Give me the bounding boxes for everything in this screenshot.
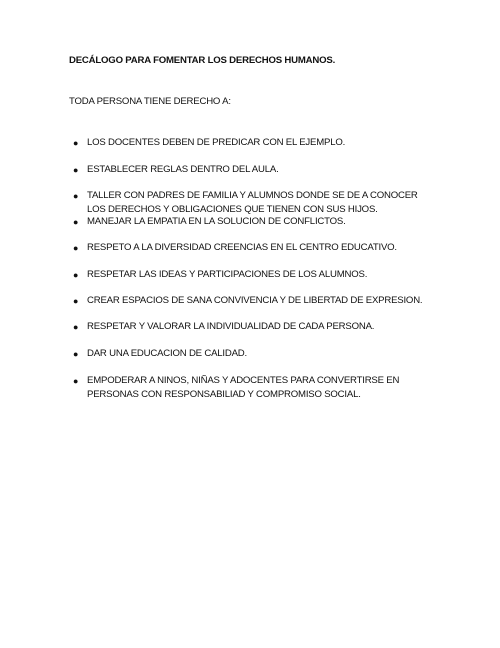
list-item-text: RESPETO A LA DIVERSIDAD CREENCIAS EN EL CENTRO EDUCATIVO. (87, 242, 397, 253)
bullet-icon: ● (73, 322, 79, 332)
list-item (73, 374, 432, 402)
list-item-text: ESTABLECER REGLAS DENTRO DEL AULA. (87, 164, 279, 175)
list-item-text: RESPETAR LAS IDEAS Y PARTICIPACIONES DE LOS ALUMNOS. (87, 269, 368, 280)
list-item-text: EMPODERAR A NINOS, NIÑAS Y ADOCENTES PARA CONVERTIRSE EN PERSONAS CON RESPONSABILIAD Y COMPROMISO SOCIAL. (87, 375, 400, 400)
list-item-text: DAR UNA EDUCACION DE CALIDAD. (87, 348, 247, 359)
bullet-icon: ● (73, 165, 79, 175)
list-item-text: MANEJAR LA EMPATIA EN LA SOLUCION DE CONFLICTOS. (87, 216, 346, 227)
bullet-icon: ● (73, 296, 79, 306)
bullet-icon: ● (73, 191, 79, 201)
bullet-icon: ● (73, 349, 79, 359)
bullet-icon: ● (73, 376, 79, 386)
bullet-icon: ● (73, 270, 79, 280)
list-item (73, 136, 432, 150)
list-item (73, 163, 432, 177)
list-item (73, 268, 432, 282)
document-title: DECÁLOGO PARA FOMENTAR LOS DERECHOS HUMANOS. (69, 55, 336, 66)
list-item (73, 189, 432, 217)
bullet-icon: ● (73, 217, 79, 227)
list-item (73, 347, 432, 361)
bullet-icon: ● (73, 138, 79, 148)
list-item-text: LOS DOCENTES DEBEN DE PREDICAR CON EL EJEMPLO. (87, 137, 346, 148)
intro-text: TODA PERSONA TIENE DERECHO A: (69, 96, 231, 107)
list-item (73, 320, 432, 334)
list-item-text: TALLER CON PADRES DE FAMILIA Y ALUMNOS DONDE SE DE A CONOCER LOS DERECHOS Y OBLIGACIONES QUE TIENEN CON SUS HIJOS. (87, 190, 418, 215)
list-item (73, 241, 432, 255)
bullet-icon: ● (73, 243, 79, 253)
list-item (73, 294, 432, 308)
list-item-text: CREAR ESPACIOS DE SANA CONVIVENCIA Y DE LIBERTAD DE EXPRESION. (87, 295, 423, 306)
list-item (73, 215, 432, 229)
list-item-text: RESPETAR Y VALORAR LA INDIVIDUALIDAD DE CADA PERSONA. (87, 321, 375, 332)
